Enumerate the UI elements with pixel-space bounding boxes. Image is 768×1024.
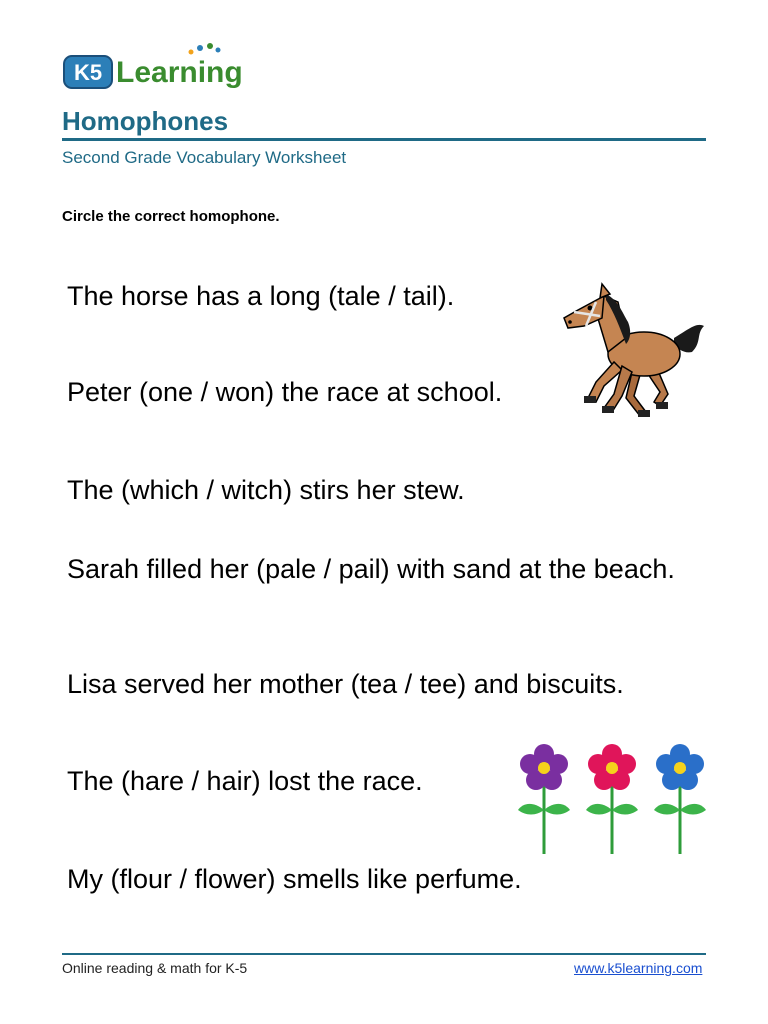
svg-text:Learning: Learning — [116, 56, 243, 89]
instructions: Circle the correct homophone. — [62, 208, 280, 225]
flowers-illustration — [512, 736, 712, 856]
sentence-item: Peter (one / won) the race at school. — [67, 377, 503, 407]
page-subtitle: Second Grade Vocabulary Worksheet — [62, 148, 347, 167]
title-divider — [62, 138, 706, 141]
sentence-item: The (which / witch) stirs her stew. — [67, 475, 465, 505]
page-title: Homophones — [62, 106, 229, 136]
sentence-item: Sarah filled her (pale / pail) with sand at the beach. — [67, 554, 675, 584]
footer-tagline: Online reading & math for K-5 — [62, 960, 248, 976]
footer-divider — [62, 953, 706, 955]
k5-learning-logo — [60, 38, 250, 94]
sentence-item: The (hare / hair) lost the race. — [67, 766, 423, 796]
sentence-item: The horse has a long (tale / tail). — [67, 281, 455, 311]
flower-icon — [586, 744, 638, 854]
flower-icon — [518, 744, 570, 854]
flower-icon — [654, 744, 706, 854]
footer-website-link[interactable]: www.k5learning.com — [574, 960, 703, 976]
svg-text:K5: K5 — [73, 60, 103, 85]
sentence-item: Lisa served her mother (tea / tee) and biscuits. — [67, 669, 624, 699]
horse-icon — [556, 282, 708, 422]
sentence-item: My (flour / flower) smells like perfume. — [67, 864, 522, 894]
